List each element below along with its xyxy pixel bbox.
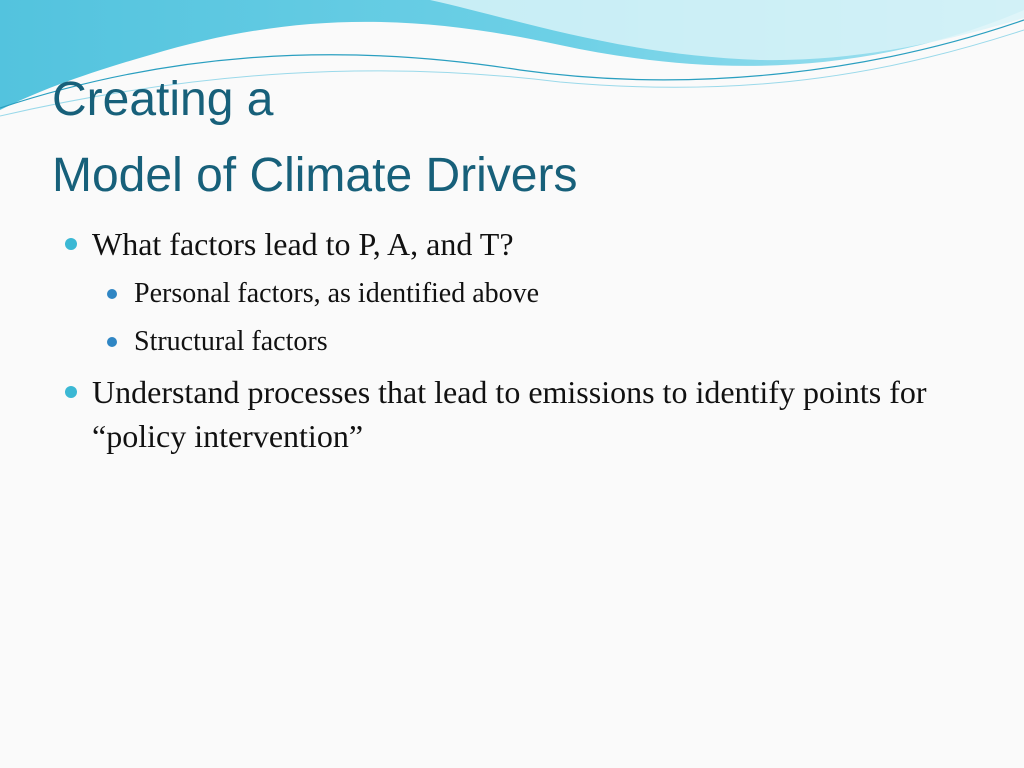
slide-title-line-1: Creating a — [52, 73, 274, 126]
bullet-dot-icon — [107, 337, 117, 347]
bullet-dot-icon — [65, 238, 77, 250]
sub-bullet-item — [62, 274, 962, 314]
bullet-text: What factors lead to P, A, and T? — [92, 226, 514, 262]
sub-bullet-text: Structural factors — [134, 326, 328, 357]
slide-title-line-2: Model of Climate Drivers — [52, 149, 578, 202]
sub-bullet-text: Personal factors, as identified above — [134, 278, 540, 309]
bullet-list — [62, 222, 962, 466]
bullet-item — [62, 222, 962, 266]
bullet-dot-icon — [107, 289, 117, 299]
bullet-item — [62, 370, 962, 458]
sub-bullet-item — [62, 322, 962, 362]
slide-title — [52, 62, 577, 214]
bullet-text: Understand processes that lead to emissions to identify points for “policy intervention” — [92, 374, 927, 454]
bullet-dot-icon — [65, 386, 77, 398]
